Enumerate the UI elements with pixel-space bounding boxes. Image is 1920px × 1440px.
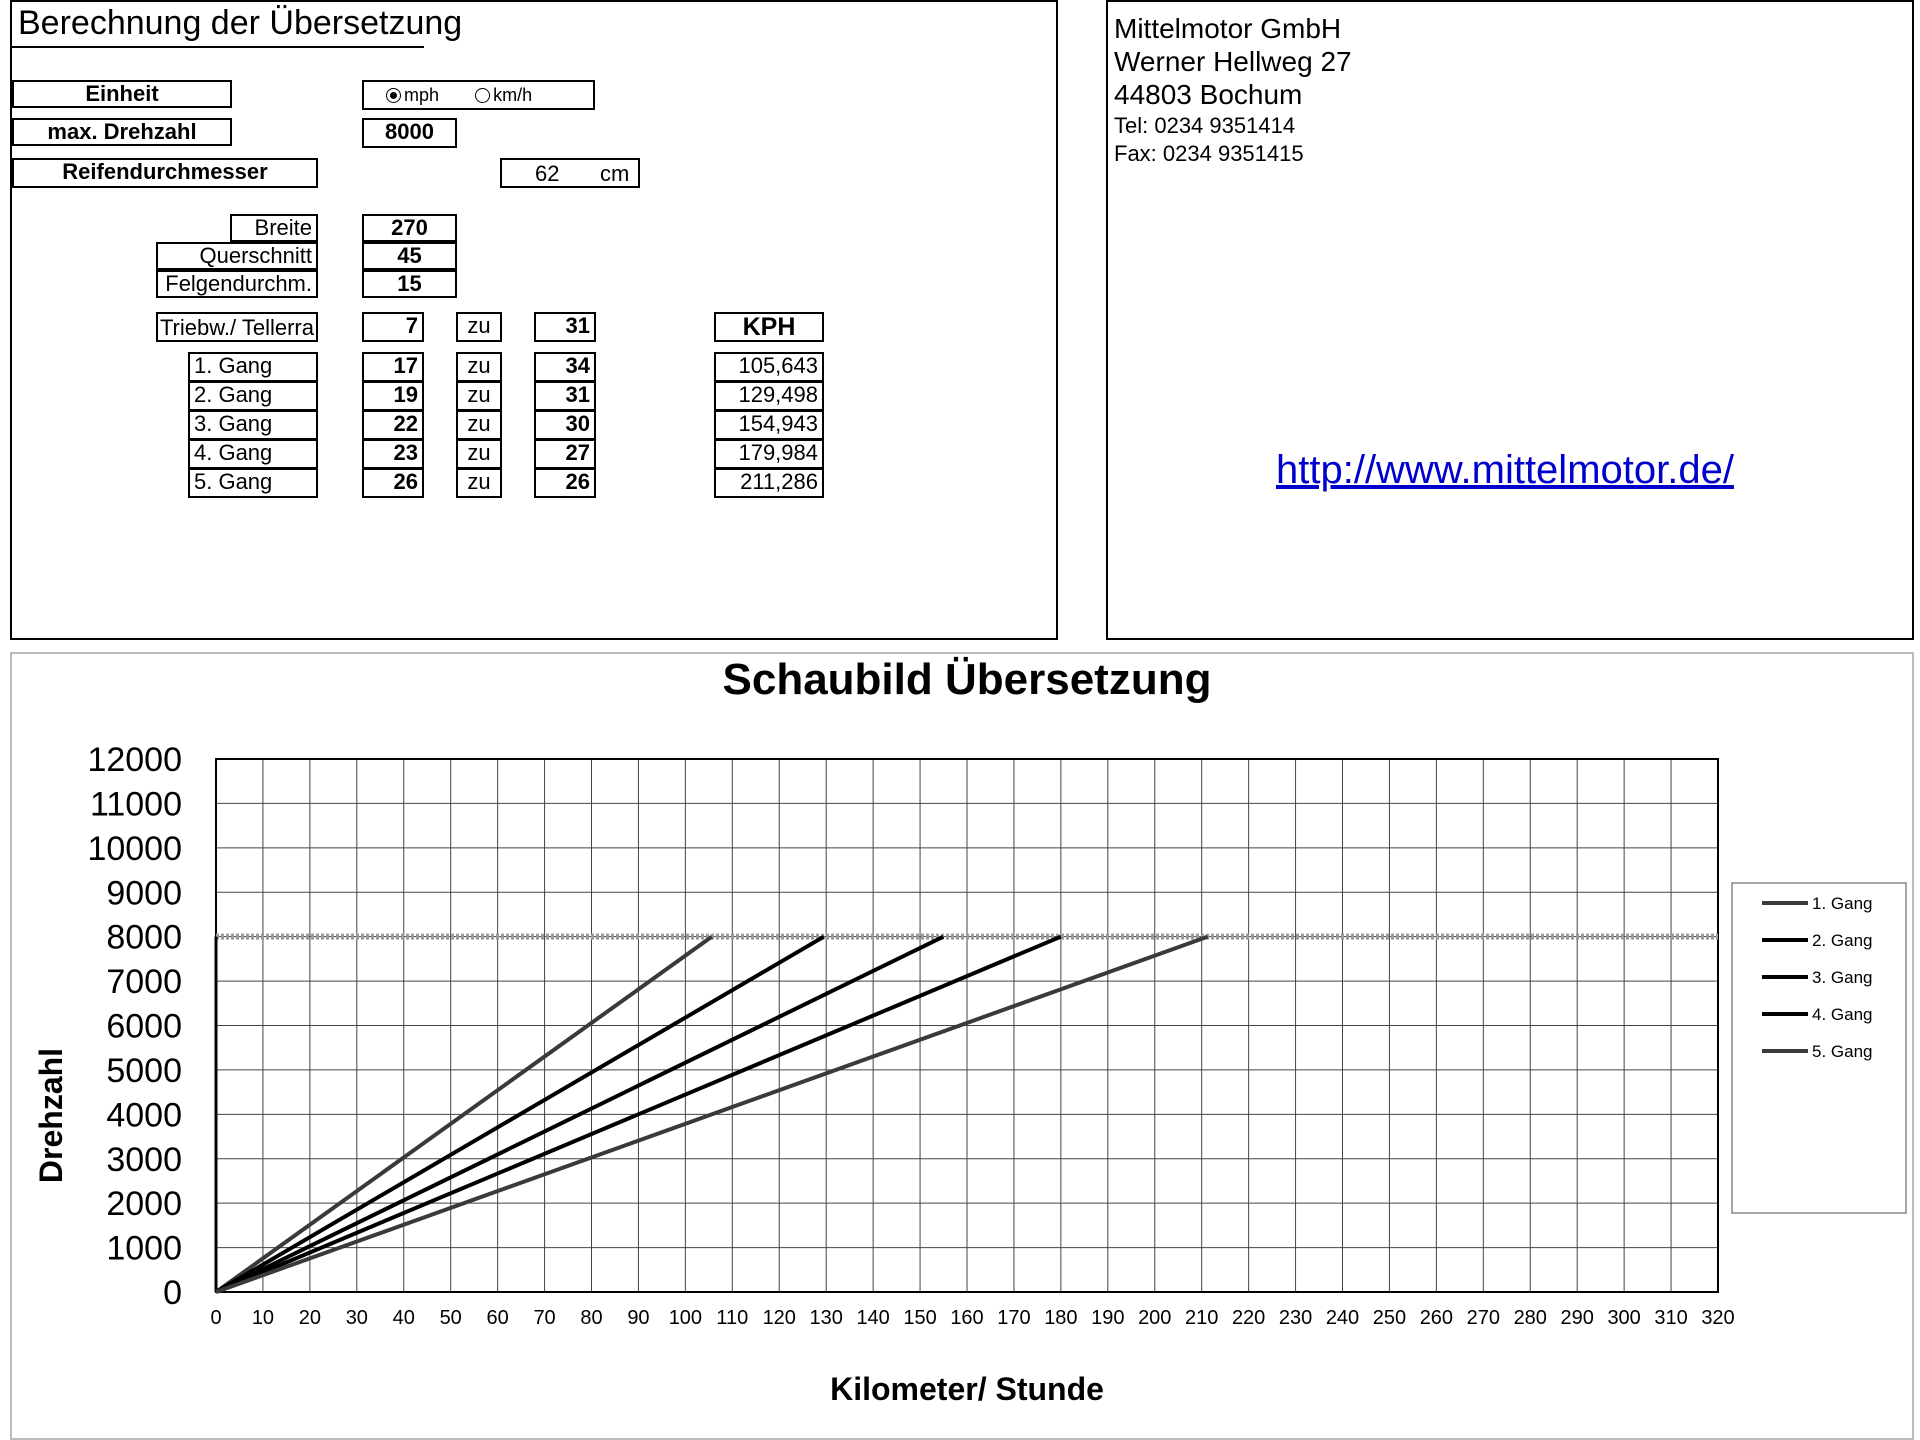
company-panel — [1106, 0, 1914, 640]
gear-a-input[interactable]: 23 — [362, 439, 424, 469]
legend-entry: 4. Gang — [1812, 1005, 1873, 1024]
breite-input[interactable]: 270 — [362, 214, 457, 242]
gear-label: 3. Gang — [188, 410, 318, 440]
company-street: Werner Hellweg 27 — [1114, 46, 1352, 77]
gear-label: 5. Gang — [188, 468, 318, 498]
x-tick-label: 0 — [210, 1307, 222, 1329]
final-drive-a-input[interactable]: 7 — [362, 312, 424, 342]
gear-zu: zu — [456, 352, 502, 382]
y-tick-label: 5000 — [106, 1051, 182, 1090]
legend-entry: 5. Gang — [1812, 1042, 1873, 1061]
max-rpm-label: max. Drehzahl — [12, 118, 232, 146]
y-tick-label: 2000 — [106, 1185, 182, 1224]
company-tel: Tel: 0234 9351414 — [1114, 113, 1296, 138]
gear-zu: zu — [456, 468, 502, 498]
y-tick-label: 10000 — [87, 829, 182, 868]
x-tick-label: 90 — [627, 1307, 650, 1329]
felgen-label: Felgendurchm. — [156, 270, 318, 298]
tire-diameter-unit: cm — [600, 161, 630, 186]
gear-a-input[interactable]: 22 — [362, 410, 424, 440]
radio-mph-icon — [386, 88, 401, 103]
x-tick-label: 170 — [997, 1307, 1031, 1329]
calc-title: Berechnung der Übersetzung — [18, 4, 463, 42]
gear-kph-value: 179,984 — [714, 439, 824, 469]
gear-label: 1. Gang — [188, 352, 318, 382]
radio-kmh[interactable]: km/h — [475, 81, 532, 106]
gear-b-input[interactable]: 31 — [534, 381, 596, 411]
x-tick-label: 190 — [1091, 1307, 1125, 1329]
chart-panel — [10, 652, 1914, 1440]
gear-zu: zu — [456, 439, 502, 469]
gear-b-input[interactable]: 34 — [534, 352, 596, 382]
company-city: 44803 Bochum — [1114, 79, 1303, 110]
final-drive-b-input[interactable]: 31 — [534, 312, 596, 342]
calculation-panel — [10, 0, 1058, 640]
x-tick-label: 240 — [1325, 1307, 1360, 1329]
x-tick-label: 270 — [1466, 1307, 1500, 1329]
gear-kph-value: 211,286 — [714, 468, 824, 498]
x-axis-label: Kilometer/ Stunde — [830, 1371, 1104, 1407]
x-tick-label: 260 — [1419, 1307, 1454, 1329]
gear-label: 4. Gang — [188, 439, 318, 469]
x-tick-label: 320 — [1701, 1307, 1735, 1329]
x-tick-label: 130 — [809, 1307, 843, 1329]
title-underline — [12, 46, 424, 48]
unit-radio-group — [362, 80, 595, 110]
x-tick-label: 10 — [251, 1307, 275, 1329]
y-tick-label: 12000 — [87, 741, 182, 779]
company-website-link[interactable]: http://www.mittelmotor.de/ — [1276, 448, 1734, 492]
legend-entry: 2. Gang — [1812, 931, 1873, 950]
y-tick-label: 4000 — [106, 1096, 182, 1135]
x-tick-label: 300 — [1607, 1307, 1641, 1329]
tire-diameter-label: Reifendurchmesser — [12, 158, 318, 188]
x-tick-label: 250 — [1372, 1307, 1407, 1329]
x-tick-label: 20 — [298, 1307, 321, 1329]
legend-entry: 3. Gang — [1812, 968, 1873, 987]
x-tick-label: 80 — [580, 1307, 603, 1329]
querschnitt-input[interactable]: 45 — [362, 242, 457, 270]
x-tick-label: 100 — [668, 1307, 703, 1329]
felgen-input[interactable]: 15 — [362, 270, 457, 298]
gear-a-input[interactable]: 26 — [362, 468, 424, 498]
radio-mph[interactable]: mph — [386, 81, 439, 106]
x-tick-label: 310 — [1654, 1307, 1688, 1329]
y-tick-label: 3000 — [106, 1140, 182, 1179]
y-tick-label: 11000 — [89, 785, 182, 824]
x-tick-label: 220 — [1231, 1307, 1266, 1329]
x-tick-label: 110 — [716, 1307, 749, 1329]
gear-b-input[interactable]: 30 — [534, 410, 596, 440]
x-tick-label: 210 — [1185, 1307, 1219, 1329]
company-fax: Fax: 0234 9351415 — [1114, 141, 1304, 166]
x-tick-label: 230 — [1278, 1307, 1313, 1329]
final-drive-label: Triebw./ Tellerra — [156, 312, 318, 342]
x-tick-label: 160 — [950, 1307, 984, 1329]
gear-kph-value: 129,498 — [714, 381, 824, 411]
y-axis-label: Drehzahl — [33, 1047, 69, 1184]
x-tick-label: 70 — [533, 1307, 556, 1329]
querschnitt-label: Querschnitt — [156, 242, 318, 270]
x-tick-label: 120 — [762, 1307, 796, 1329]
gear-zu: zu — [456, 410, 502, 440]
x-tick-label: 40 — [392, 1307, 415, 1329]
gear-kph-value: 105,643 — [714, 352, 824, 382]
gear-a-input[interactable]: 19 — [362, 381, 424, 411]
y-tick-label: 7000 — [106, 963, 182, 1002]
breite-label: Breite — [230, 214, 318, 242]
x-tick-label: 180 — [1044, 1307, 1078, 1329]
tire-diameter-value: 62 — [535, 161, 560, 186]
legend-entry: 1. Gang — [1812, 894, 1873, 913]
y-tick-label: 1000 — [106, 1229, 182, 1268]
y-tick-label: 9000 — [106, 874, 182, 913]
gear-zu: zu — [456, 381, 502, 411]
tire-diameter-value-box — [500, 158, 640, 188]
gear-label: 2. Gang — [188, 381, 318, 411]
max-rpm-input[interactable]: 8000 — [362, 118, 457, 148]
y-tick-label: 0 — [163, 1274, 182, 1312]
gear-kph-value: 154,943 — [714, 410, 824, 440]
final-drive-zu: zu — [456, 312, 502, 342]
kph-header: KPH — [714, 312, 824, 342]
einheit-label: Einheit — [12, 80, 232, 108]
gear-chart — [12, 654, 1912, 1438]
y-tick-label: 6000 — [106, 1007, 182, 1046]
x-tick-label: 140 — [856, 1307, 890, 1329]
y-tick-label: 8000 — [106, 918, 182, 957]
gear-b-input[interactable]: 26 — [534, 468, 596, 498]
x-tick-label: 280 — [1513, 1307, 1547, 1329]
x-tick-label: 60 — [486, 1307, 509, 1329]
x-tick-label: 30 — [345, 1307, 368, 1329]
x-tick-label: 50 — [439, 1307, 462, 1329]
gear-b-input[interactable]: 27 — [534, 439, 596, 469]
x-tick-label: 200 — [1138, 1307, 1172, 1329]
chart-title: Schaubild Übersetzung — [722, 655, 1212, 704]
x-tick-label: 150 — [903, 1307, 937, 1329]
company-name: Mittelmotor GmbH — [1114, 13, 1342, 44]
x-tick-label: 290 — [1560, 1307, 1594, 1329]
radio-kmh-icon — [475, 88, 490, 103]
gear-a-input[interactable]: 17 — [362, 352, 424, 382]
